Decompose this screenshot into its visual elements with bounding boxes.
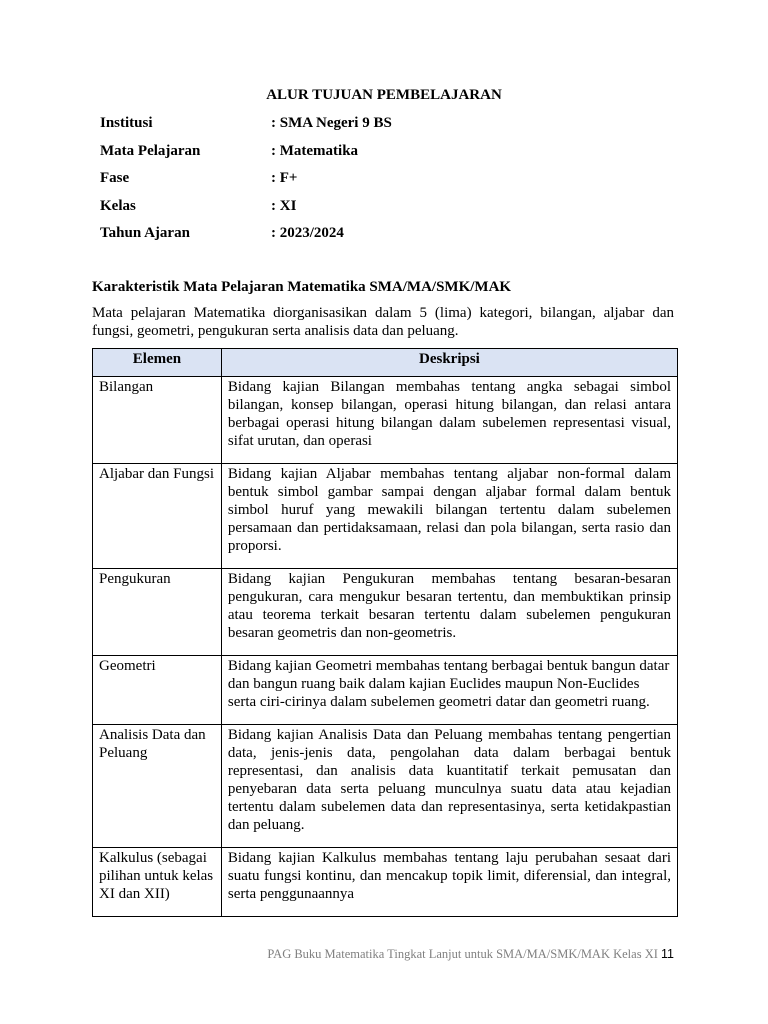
document-info [100,114,580,252]
footer-text: PAG Buku Matematika Tingkat Lanjut untuk SMA/MA/SMK/MAK Kelas XI [267,947,658,961]
deskripsi-cell: Bidang kajian Analisis Data dan Peluang membahas tentang pengertian data, jenis-jenis data, pengolahan data dalam berbagai bentuk representasi, dan analisis data kuantitatif terkait pemusatan dan penyebaran data serta peluang munculnya suatu data atau kejadian tertentu dalam subelemen data dan representasinya, serta ketidakpastian dan peluang. [221,725,677,848]
deskripsi-cell: Bidang kajian Geometri membahas tentang berbagai bentuk bangun datar dan bangun ruang baik dalam kajian Euclides maupun Non-Euclides serta ciri-cirinya dalam subelemen geometri datar dan geometri ruang. [221,656,677,725]
deskripsi-cell: Bidang kajian Pengukuran membahas tentang besaran-besaran pengukuran, cara mengukur besaran tertentu, dan membuktikan prinsip atau teorema terkait besaran tertentu dalam subelemen pengukuran besaran geometris dan non-geometris. [221,569,677,656]
intro-paragraph: Mata pelajaran Matematika diorganisasikan dalam 5 (lima) kategori, bilangan, aljabar dan fungsi, geometri, pengukuran serta analisis data dan peluang. [92,305,674,339]
table-row [93,848,678,917]
section-heading: Karakteristik Mata Pelajaran Matematika SMA/MA/SMK/MAK [92,279,512,295]
table-row [93,464,678,569]
page-title: ALUR TUJUAN PEMBELAJARAN [266,87,502,103]
info-value: : 2023/2024 [271,225,344,241]
deskripsi-cell: Bidang kajian Bilangan membahas tentang angka sebagai simbol bilangan, konsep bilangan, operasi hitung bilangan, dan relasi antara berbagai operasi hitung bilangan dalam subelemen representasi visual, sifat urutan, dan operasi [221,377,677,464]
info-value: : F+ [271,170,298,186]
info-value: : Matematika [271,142,359,159]
info-row-tahun-ajaran [100,224,580,252]
page-footer [267,947,674,962]
elemen-cell: Analisis Data dan Peluang [93,725,222,848]
header-deskripsi: Deskripsi [221,349,677,377]
table-row [93,656,678,725]
page-number: 11 [661,947,674,961]
info-label: Fase [100,170,130,186]
header-elemen: Elemen [93,349,222,377]
table-row [93,377,678,464]
info-row-fase [100,169,580,197]
table-header-row [93,349,678,377]
info-row-institusi [100,114,580,142]
info-label: Mata Pelajaran [100,142,201,159]
elemen-cell: Kalkulus (sebagai pilihan untuk kelas XI dan XII) [93,848,222,917]
deskripsi-cell: Bidang kajian Aljabar membahas tentang aljabar non-formal dalam bentuk simbol gambar sampai dengan aljabar formal dalam bentuk simbol huruf yang mewakili bilangan tertentu dalam subelemen persamaan dan pertidaksamaan, relasi dan pola bilangan, serta rasio dan proporsi. [221,464,677,569]
info-value: : XI [271,197,297,214]
elemen-cell: Geometri [93,656,222,725]
elemen-cell: Pengukuran [93,569,222,656]
table-row [93,725,678,848]
elemen-table [92,348,678,917]
info-row-kelas [100,197,580,225]
info-value: : SMA Negeri 9 BS [271,115,392,131]
info-label: Kelas [100,197,136,214]
elemen-cell: Aljabar dan Fungsi [93,464,222,569]
deskripsi-cell: Bidang kajian Kalkulus membahas tentang laju perubahan sesaat dari suatu fungsi kontinu, dan mencakup topik limit, diferensial, dan integral, serta penggunaannya [221,848,677,917]
info-row-mata-pelajaran [100,142,580,170]
table-row [93,569,678,656]
elemen-cell: Bilangan [93,377,222,464]
info-label: Institusi [100,115,153,131]
info-label: Tahun Ajaran [100,225,190,241]
